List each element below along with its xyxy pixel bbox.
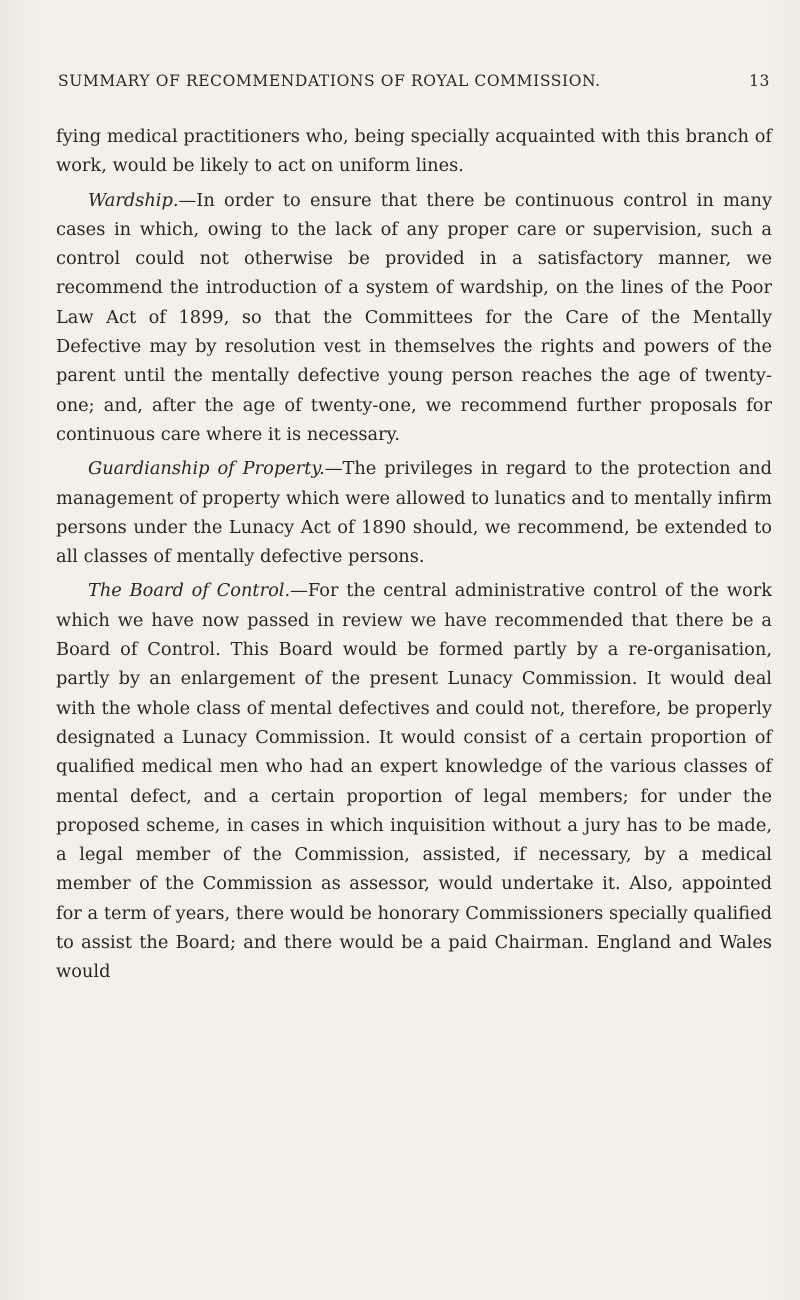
paragraph-text: —The privileges in regard to the protection and management of property which were allowed to lunatics and to mentally infirm persons under the Lunacy Act of 1890 should, we recommend, be extended to all classes of mentally defective persons.	[56, 458, 772, 568]
paragraph-text: fying medical practitioners who, being specially acquainted with this branch of work, would be likely to act on uniform lines.	[56, 126, 772, 177]
paragraph-text: —For the central administrative control of the work which we have now passed in review we have recommended that there be a Board of Control. This Board would be formed partly by a re-organisation, partly by an enlargement of the present Lunacy Commission. It would deal with the whole class of mental defectives and could not, therefore, be properly designated a Lunacy Commission. It would consist of a certain proportion of qualified medical men who had an expert knowledge of the various classes of mental defect, and a certain proportion of legal members; for under the proposed scheme, in cases in which inquisition without a jury has to be made, a legal member of the Commission, assisted, if necessary, by a medical member of the Commission as assessor, would undertake it. Also, appointed for a term of years, there would be honorary Commissioners specially qualified to assist the Board; and there would be a paid Chairman. England and Wales would	[56, 580, 772, 983]
paragraph-wardship	[56, 186, 772, 450]
paragraph-heading: Guardianship of Property.	[88, 458, 325, 480]
body-text	[56, 122, 772, 987]
running-title: SUMMARY OF RECOMMENDATIONS OF ROYAL COMMISSION.	[58, 72, 601, 90]
paragraph-guardianship	[56, 454, 772, 571]
paragraph-heading: Wardship.	[88, 189, 179, 211]
paragraph-heading: The Board of Control.	[88, 580, 291, 602]
page-number: 13	[749, 72, 770, 90]
running-header	[58, 72, 770, 90]
paragraph-continuation	[56, 122, 772, 181]
paragraph-text: —In order to ensure that there be continuous control in many cases in which, owing to the lack of any proper care or supervision, such a control could not otherwise be provided in a satisfactory manner, we recommend the introduction of a system of wardship, on the lines of the Poor Law Act of 1899, so that the Committees for the Care of the Mentally Defective may by resolution vest in themselves the rights and powers of the parent until the mentally defective young person reaches the age of twenty-one; and, after the age of twenty-one, we recommend further proposals for continuous care where it is necessary.	[56, 189, 772, 445]
paragraph-board-of-control	[56, 576, 772, 986]
